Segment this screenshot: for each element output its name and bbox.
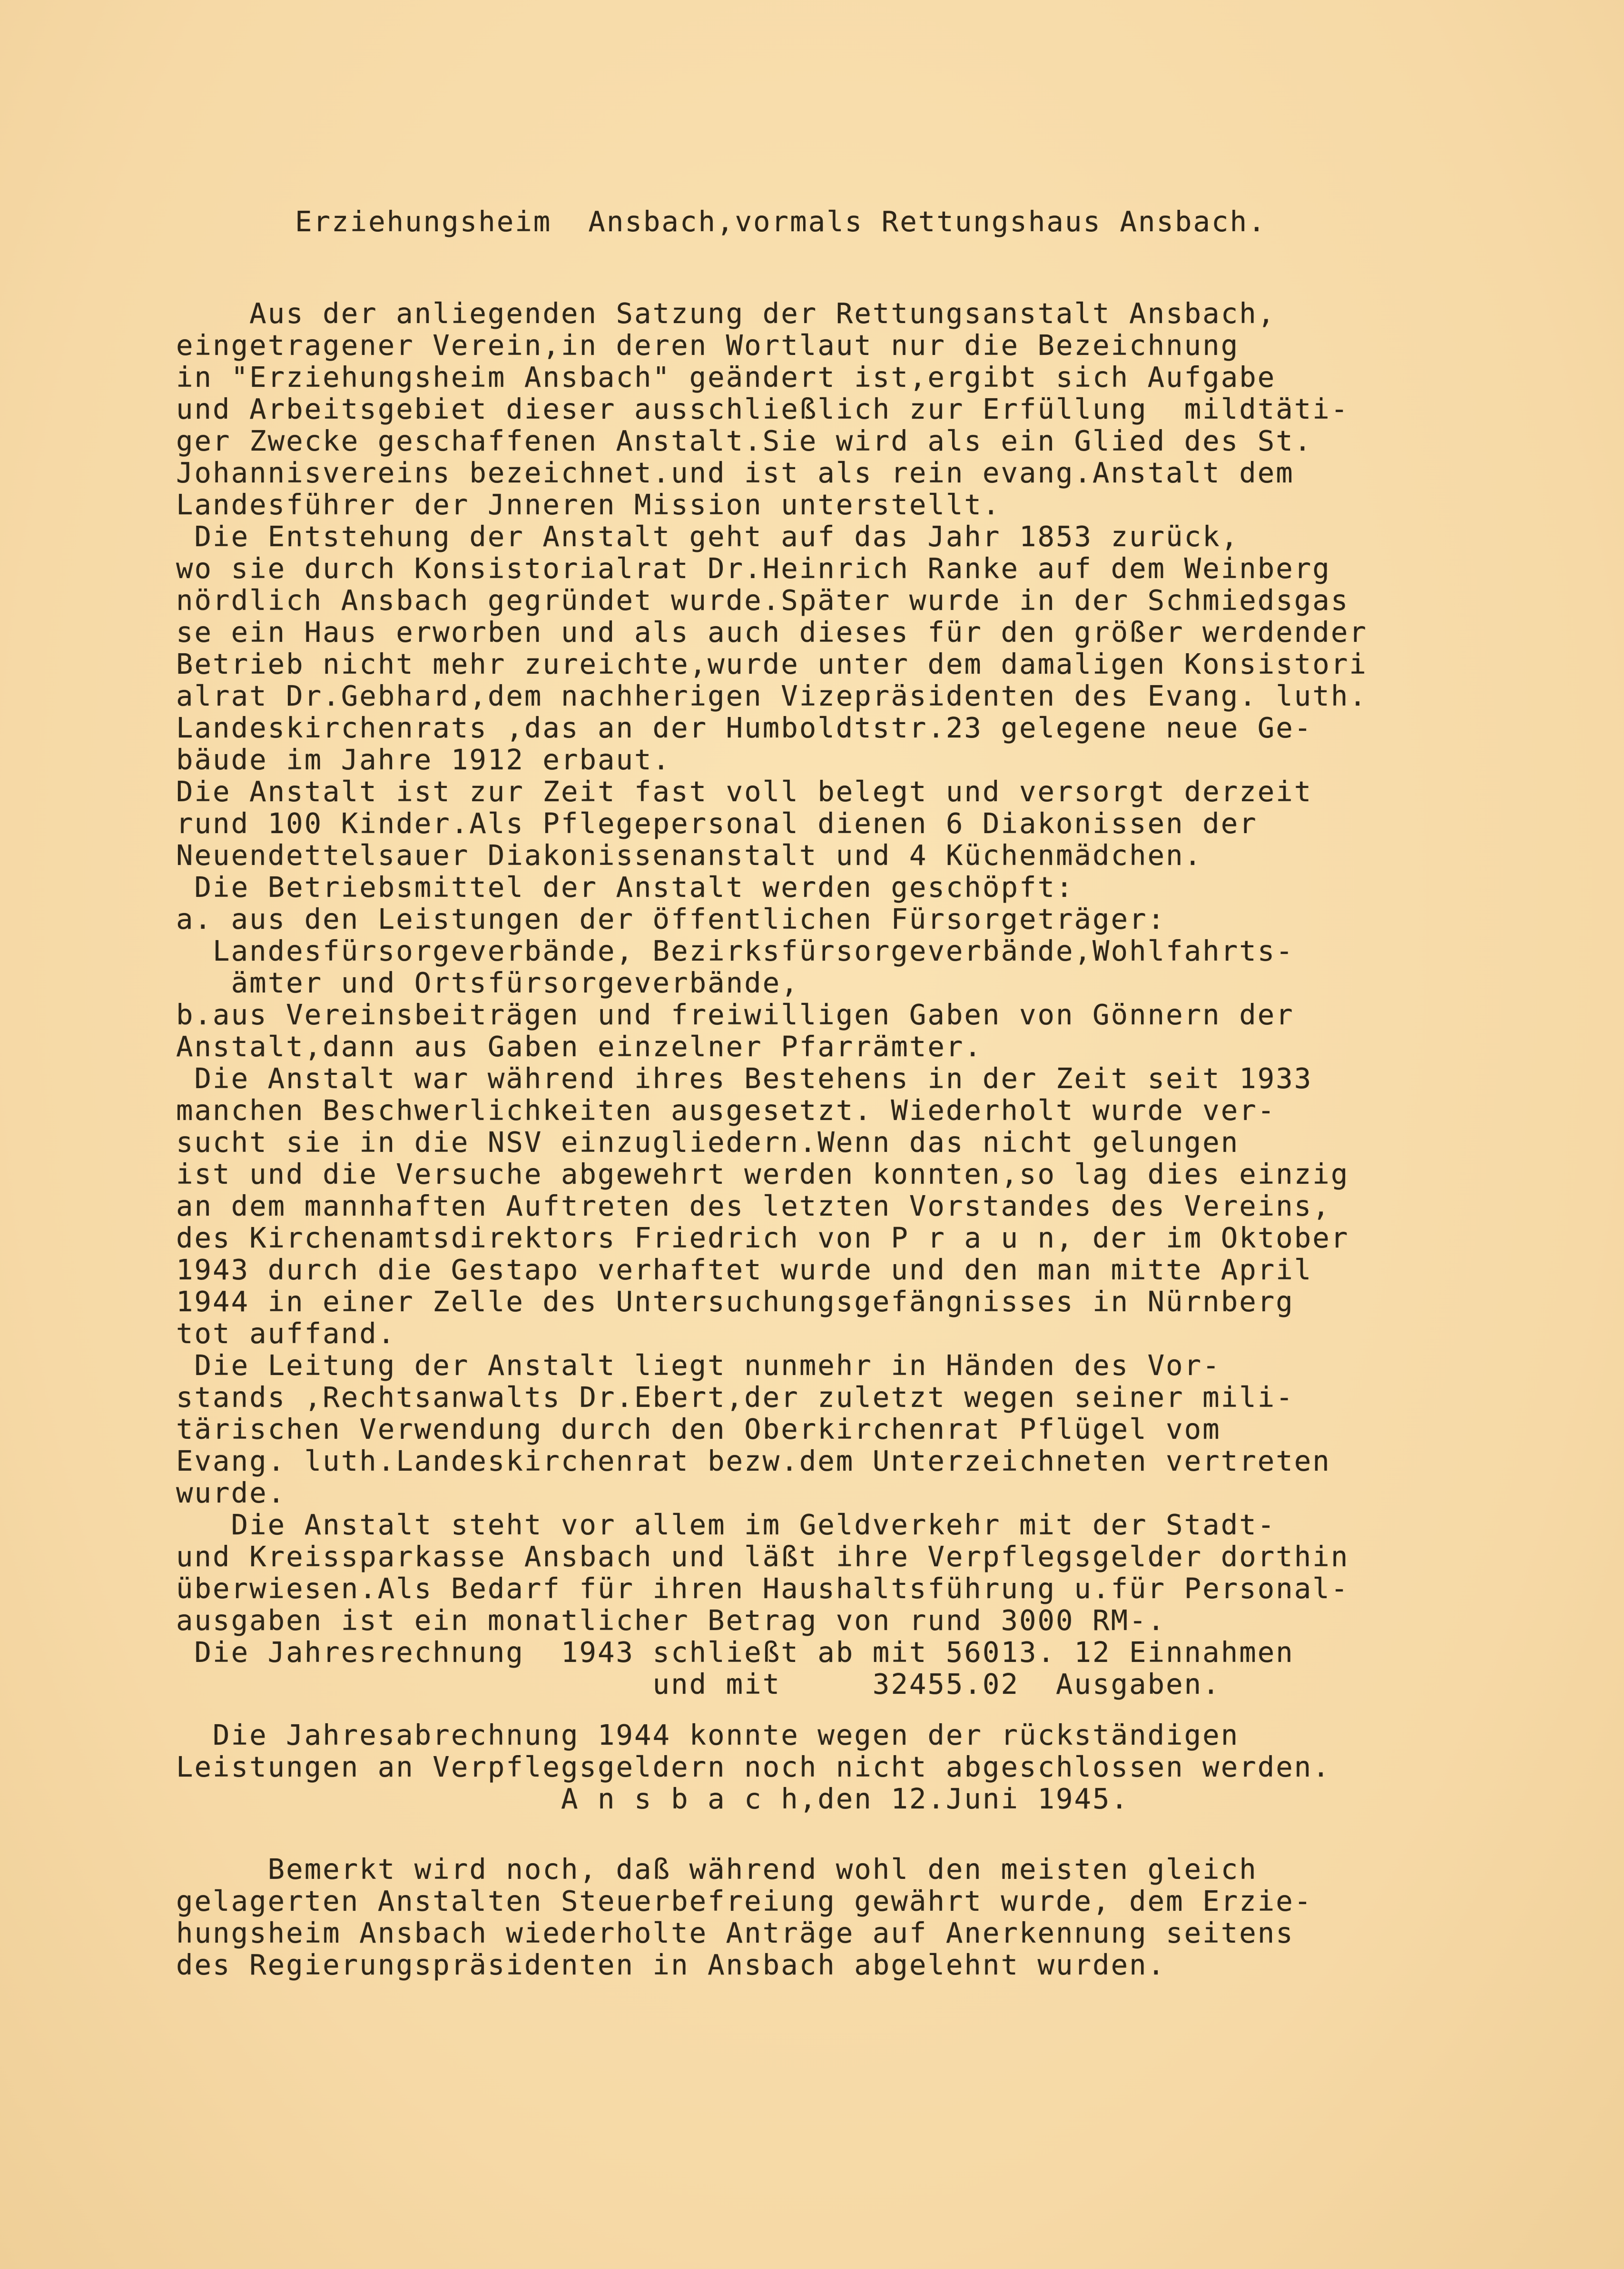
paragraph-leadership <box>176 1349 1331 1509</box>
text-line: gelagerten Anstalten Steuerbefreiung gewährt wurde, dem Erzie- <box>176 1885 1313 1917</box>
text-line: sucht sie in die NSV einzugliedern.Wenn das nicht gelungen <box>176 1126 1240 1159</box>
text-line: und Kreissparkasse Ansbach und läßt ihre Verpflegsgelder dorthin <box>176 1540 1349 1573</box>
paragraph-closing <box>176 1719 1331 1815</box>
text-line: und Arbeitsgebiet dieser ausschließlich zur Erfüllung mildtäti- <box>176 393 1349 425</box>
text-line: Die Betriebsmittel der Anstalt werden geschöpft: <box>176 871 1074 904</box>
text-line: stands ,Rechtsanwalts Dr.Ebert,der zuletzt wegen seiner mili- <box>176 1381 1294 1414</box>
text-line: a. aus den Leistungen der öffentlichen Fürsorgeträger: <box>176 903 1166 935</box>
text-line: ger Zwecke geschaffenen Anstalt.Sie wird als ein Glied des St. <box>176 424 1313 457</box>
text-line: Bemerkt wird noch, daß während wohl den meisten gleich <box>176 1853 1258 1886</box>
text-line: Neuendettelsauer Diakonissenanstalt und 4 Küchenmädchen. <box>176 839 1203 872</box>
paragraph-remark <box>176 1853 1312 1981</box>
paragraph-funding <box>176 871 1294 1062</box>
text-line: A n s b a c h,den 12.Juni 1945. <box>176 1782 1130 1815</box>
text-line: Die Jahresrechnung 1943 schließt ab mit 56013. 12 Einnahmen <box>176 1636 1294 1669</box>
text-line: und mit 32455.02 Ausgaben. <box>176 1668 1221 1700</box>
text-line: hungsheim Ansbach wiederholte Anträge auf Anerkennung seitens <box>176 1916 1294 1949</box>
text-line: rund 100 Kinder.Als Pflegepersonal dienen 6 Diakonissen der <box>176 807 1258 840</box>
text-line: Evang. luth.Landeskirchenrat bezw.dem Unterzeichneten vertreten <box>176 1444 1331 1477</box>
text-line: Leistungen an Verpflegsgeldern noch nicht abgeschlossen werden. <box>176 1750 1331 1783</box>
paragraph-history <box>176 521 1368 871</box>
document-title: Erziehungsheim Ansbach,vormals Rettungshaus Ansbach. <box>295 205 1267 238</box>
text-line: Die Anstalt ist zur Zeit fast voll belegt und versorgt derzeit <box>176 775 1313 808</box>
text-line: des Kirchenamtsdirektors Friedrich von P r a u n, der im Oktober <box>176 1221 1349 1254</box>
text-line: bäude im Jahre 1912 erbaut. <box>176 743 671 776</box>
text-line: nördlich Ansbach gegründet wurde.Später wurde in der Schmiedsgas <box>176 584 1349 617</box>
paragraph-finance <box>176 1509 1349 1700</box>
text-line: Betrieb nicht mehr zureichte,wurde unter dem damaligen Konsistori <box>176 648 1368 680</box>
text-line: wo sie durch Konsistorialrat Dr.Heinrich Ranke auf dem Weinberg <box>176 552 1331 585</box>
text-line: in "Erziehungsheim Ansbach" geändert ist,ergibt sich Aufgabe <box>176 361 1276 393</box>
text-line: Anstalt,dann aus Gaben einzelner Pfarrämter. <box>176 1030 983 1063</box>
text-line: alrat Dr.Gebhard,dem nachherigen Vizepräsidenten des Evang. luth. <box>176 679 1368 712</box>
text-line: an dem mannhaften Auftreten des letzten Vorstandes des Vereins, <box>176 1189 1331 1222</box>
text-line: Landesfürsorgeverbände, Bezirksfürsorgeverbände,Wohlfahrts- <box>176 934 1294 967</box>
text-line: 1943 durch die Gestapo verhaftet wurde und den man mitte April <box>176 1253 1313 1286</box>
text-line: Landesführer der Jnneren Mission unterstellt. <box>176 488 1001 521</box>
text-line: manchen Beschwerlichkeiten ausgesetzt. Wiederholt wurde ver- <box>176 1094 1276 1127</box>
text-line: wurde. <box>176 1476 286 1509</box>
text-line: Die Anstalt war während ihres Bestehens in der Zeit seit 1933 <box>176 1062 1313 1095</box>
text-line: tot auffand. <box>176 1317 396 1350</box>
text-line: Die Jahresabrechnung 1944 konnte wegen der rückständigen <box>176 1719 1240 1751</box>
text-line: Johannisvereins bezeichnet.und ist als rein evang.Anstalt dem <box>176 456 1294 489</box>
text-line: Landeskirchenrats ,das an der Humboldtstr.23 gelegene neue Ge- <box>176 711 1313 744</box>
text-line: Die Anstalt steht vor allem im Geldverkehr mit der Stadt- <box>176 1508 1276 1541</box>
paragraph-intro <box>176 297 1349 521</box>
text-line: eingetragener Verein,in deren Wortlaut nur die Bezeichnung <box>176 329 1240 362</box>
text-line: 1944 in einer Zelle des Untersuchungsgefängnisses in Nürnberg <box>176 1285 1294 1318</box>
text-line: b.aus Vereinsbeiträgen und freiwilligen Gaben von Gönnern der <box>176 998 1294 1031</box>
text-line: Die Leitung der Anstalt liegt nunmehr in Händen des Vor- <box>176 1349 1221 1382</box>
text-line: des Regierungspräsidenten in Ansbach abgelehnt wurden. <box>176 1948 1166 1981</box>
paragraph-nazi-era <box>176 1062 1349 1349</box>
text-line: se ein Haus erworben und als auch dieses für den größer werdender <box>176 616 1368 648</box>
text-line: Die Entstehung der Anstalt geht auf das Jahr 1853 zurück, <box>176 520 1240 553</box>
text-line: ausgaben ist ein monatlicher Betrag von rund 3000 RM-. <box>176 1604 1166 1637</box>
text-line: Aus der anliegenden Satzung der Rettungsanstalt Ansbach, <box>176 297 1276 330</box>
text-line: tärischen Verwendung durch den Oberkirchenrat Pflügel vom <box>176 1413 1221 1445</box>
text-line: überwiesen.Als Bedarf für ihren Haushaltsführung u.für Personal- <box>176 1572 1349 1605</box>
text-line: ämter und Ortsfürsorgeverbände, <box>176 966 799 999</box>
text-line: ist und die Versuche abgewehrt werden konnten,so lag dies einzig <box>176 1158 1349 1190</box>
